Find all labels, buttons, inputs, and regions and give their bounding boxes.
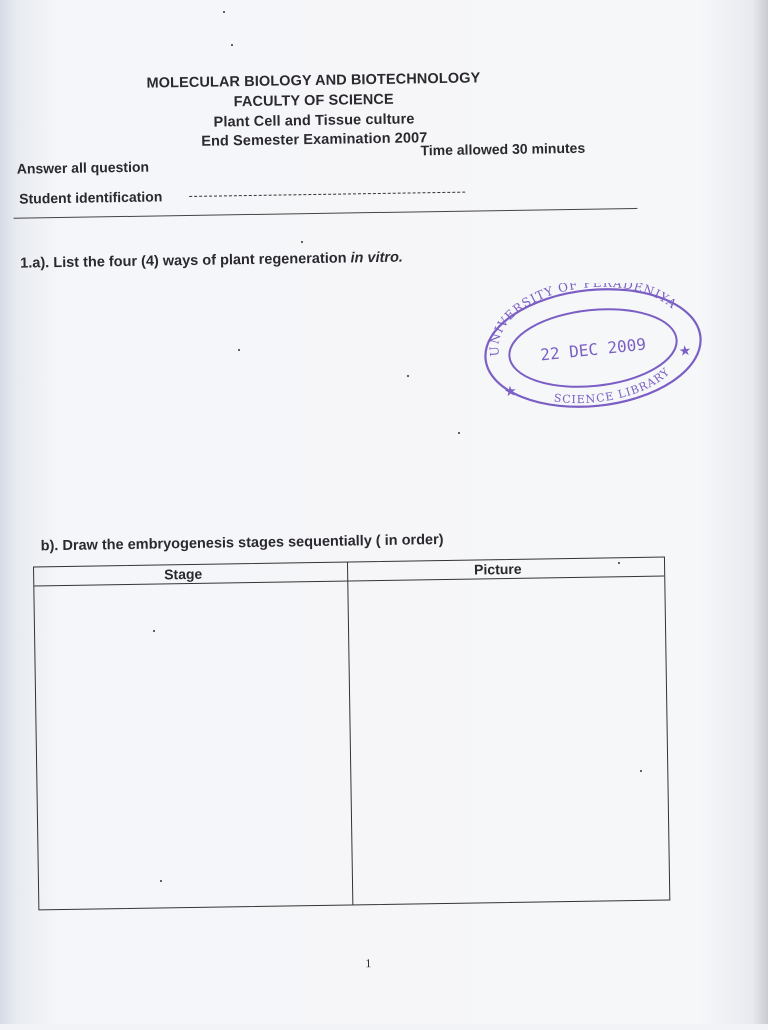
stamp-star-right-icon: ★ <box>677 341 693 360</box>
page-number: 1 <box>365 956 372 971</box>
column-header-picture: Picture <box>473 560 522 578</box>
header-department: MOLECULAR BIOLOGY AND BIOTECHNOLOGY <box>146 70 481 92</box>
header-faculty: FACULTY OF SCIENCE <box>233 91 394 111</box>
embryogenesis-table <box>33 557 670 911</box>
stamp-bottom-text: SCIENCE LIBRARY <box>553 365 673 407</box>
stamp-date: 22 DEC 2009 <box>539 334 647 365</box>
header-separator <box>14 208 638 219</box>
column-header-stage: Stage <box>164 565 203 583</box>
student-id-field-line[interactable] <box>189 192 465 197</box>
speck <box>238 349 240 351</box>
speck <box>160 880 162 882</box>
stamp-top-text: UNIVERSITY OF PERADENIYA <box>487 283 680 357</box>
speck <box>153 630 155 632</box>
speck <box>407 375 409 377</box>
stamp-star-left-icon: ★ <box>503 382 518 400</box>
header-course: Plant Cell and Tissue culture <box>213 111 415 131</box>
stamp-seal <box>480 283 706 413</box>
speck <box>301 241 303 243</box>
question-1a <box>20 250 403 272</box>
speck <box>640 770 642 772</box>
speck <box>618 562 620 564</box>
question-1b: b). Draw the embryogenesis stages sequentially ( in order) <box>40 532 444 555</box>
table-header-divider <box>34 576 664 587</box>
header-exam: End Semester Examination 2007 <box>201 130 428 150</box>
table-column-divider <box>347 563 353 905</box>
speck <box>223 11 225 13</box>
question-1a-italic: in vitro. <box>350 249 404 267</box>
library-stamp <box>480 283 706 418</box>
answer-all-instruction: Answer all question <box>16 158 150 177</box>
speck <box>231 44 233 46</box>
question-1a-text: 1.a). List the four (4) ways of plant regeneration <box>20 250 351 272</box>
speck <box>458 432 460 434</box>
time-allowed: Time allowed 30 minutes <box>420 139 586 159</box>
student-id-label: Student identification <box>19 188 163 207</box>
